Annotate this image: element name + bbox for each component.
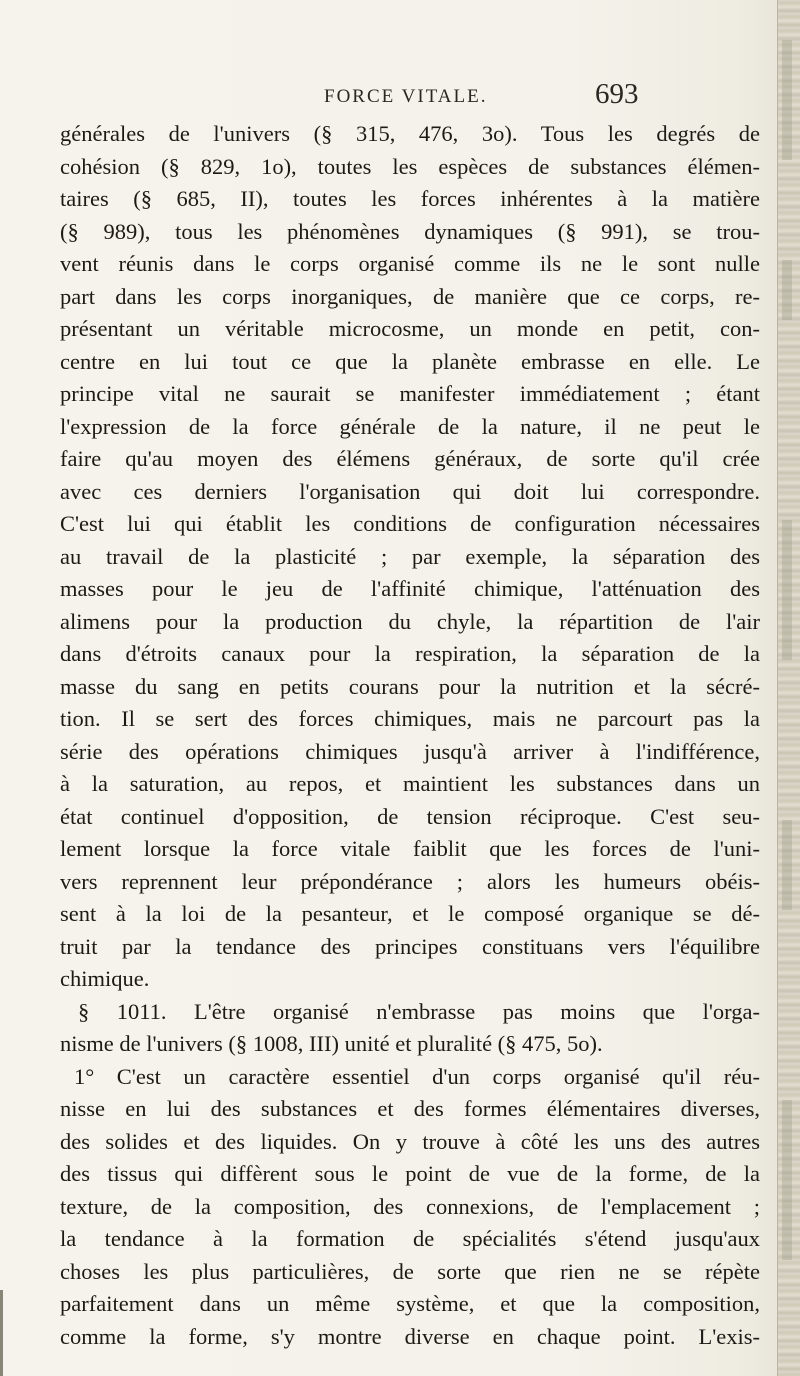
text-line: truit par la tendance des principes constituans vers l'équilibre	[60, 933, 760, 959]
text-line: § 1011. L'être organisé n'embrasse pas moins que l'orga-	[78, 998, 760, 1024]
text-line: des tissus qui diffèrent sous le point de vue de la forme, de la	[60, 1161, 760, 1186]
text-line: vers reprennent leur prépondérance ; alors les humeurs obéis-	[60, 868, 760, 894]
text-line: générales de l'univers (§ 315, 476, 3o). Tous les degrés de	[60, 121, 760, 146]
text-line: choses les plus particulières, de sorte que rien ne se répète	[60, 1258, 760, 1284]
text-line: tion. Il se sert des forces chimiques, mais ne parcourt pas la	[60, 706, 760, 731]
text-line: chimique.	[60, 966, 150, 991]
text-line: nisse en lui des substances et des formes élémentaires diverses,	[60, 1096, 760, 1121]
text-line: centre en lui tout ce que la planète embrasse en elle. Le	[60, 348, 760, 374]
text-line: principe vital ne saurait se manifester immédiatement ; étant	[60, 381, 760, 406]
text-line: masses pour le jeu de l'affinité chimique, l'atténuation des	[60, 576, 760, 601]
body-text	[60, 118, 760, 1353]
text-line: lement lorsque la force vitale faiblit que les forces de l'uni-	[60, 836, 760, 861]
text-line: présentant un véritable microcosme, un monde en petit, con-	[60, 316, 760, 341]
text-line: 1° C'est un caractère essentiel d'un corps organisé qu'il réu-	[74, 1063, 760, 1089]
text-line: alimens pour la production du chyle, la répartition de l'air	[60, 608, 760, 634]
text-line: nisme de l'univers (§ 1008, III) unité et pluralité (§ 475, 5o).	[60, 1031, 603, 1056]
text-line: des solides et des liquides. On y trouve à côté les uns des autres	[60, 1128, 760, 1154]
text-line: sent à la loi de la pesanteur, et le composé organique se dé-	[60, 901, 760, 926]
text-line: dans d'étroits canaux pour la respiration, la séparation de la	[60, 641, 760, 666]
page-edge-strip	[777, 0, 800, 1376]
text-line: avec ces derniers l'organisation qui doit lui correspondre.	[60, 478, 760, 504]
text-line: (§ 989), tous les phénomènes dynamiques (§ 991), se trou-	[60, 218, 760, 244]
text-line: au travail de la plasticité ; par exemple, la séparation des	[60, 543, 760, 569]
text-line: comme la forme, s'y montre diverse en chaque point. L'exis-	[60, 1323, 760, 1349]
text-line: état continuel d'opposition, de tension réciproque. C'est seu-	[60, 803, 760, 829]
text-line: C'est lui qui établit les conditions de configuration nécessaires	[60, 511, 760, 536]
text-line: part dans les corps inorganiques, de manière que ce corps, re-	[60, 283, 760, 309]
text-line: cohésion (§ 829, 1o), toutes les espèces de substances élémen-	[60, 153, 760, 179]
running-head: FORCE VITALE.	[324, 86, 488, 107]
text-line: série des opérations chimiques jusqu'à arriver à l'indifférence,	[60, 738, 760, 764]
text-line: taires (§ 685, II), toutes les forces inhérentes à la matière	[60, 186, 760, 211]
page-header	[60, 78, 760, 114]
page-number: 693	[595, 78, 639, 110]
text-line: la tendance à la formation de spécialités s'étend jusqu'aux	[60, 1226, 760, 1251]
text-line: texture, de la composition, des connexions, de l'emplacement ;	[60, 1193, 760, 1219]
text-line: vent réunis dans le corps organisé comme ils ne le sont nulle	[60, 251, 760, 276]
text-line: parfaitement dans un même système, et que la composition,	[60, 1291, 760, 1316]
text-line: faire qu'au moyen des élémens généraux, de sorte qu'il crée	[60, 446, 760, 471]
text-line: l'expression de la force générale de la nature, il ne peut le	[60, 413, 760, 439]
binding-edge	[0, 1290, 3, 1376]
text-line: à la saturation, au repos, et maintient les substances dans un	[60, 771, 760, 796]
text-line: masse du sang en petits courans pour la nutrition et la sécré-	[60, 673, 760, 699]
